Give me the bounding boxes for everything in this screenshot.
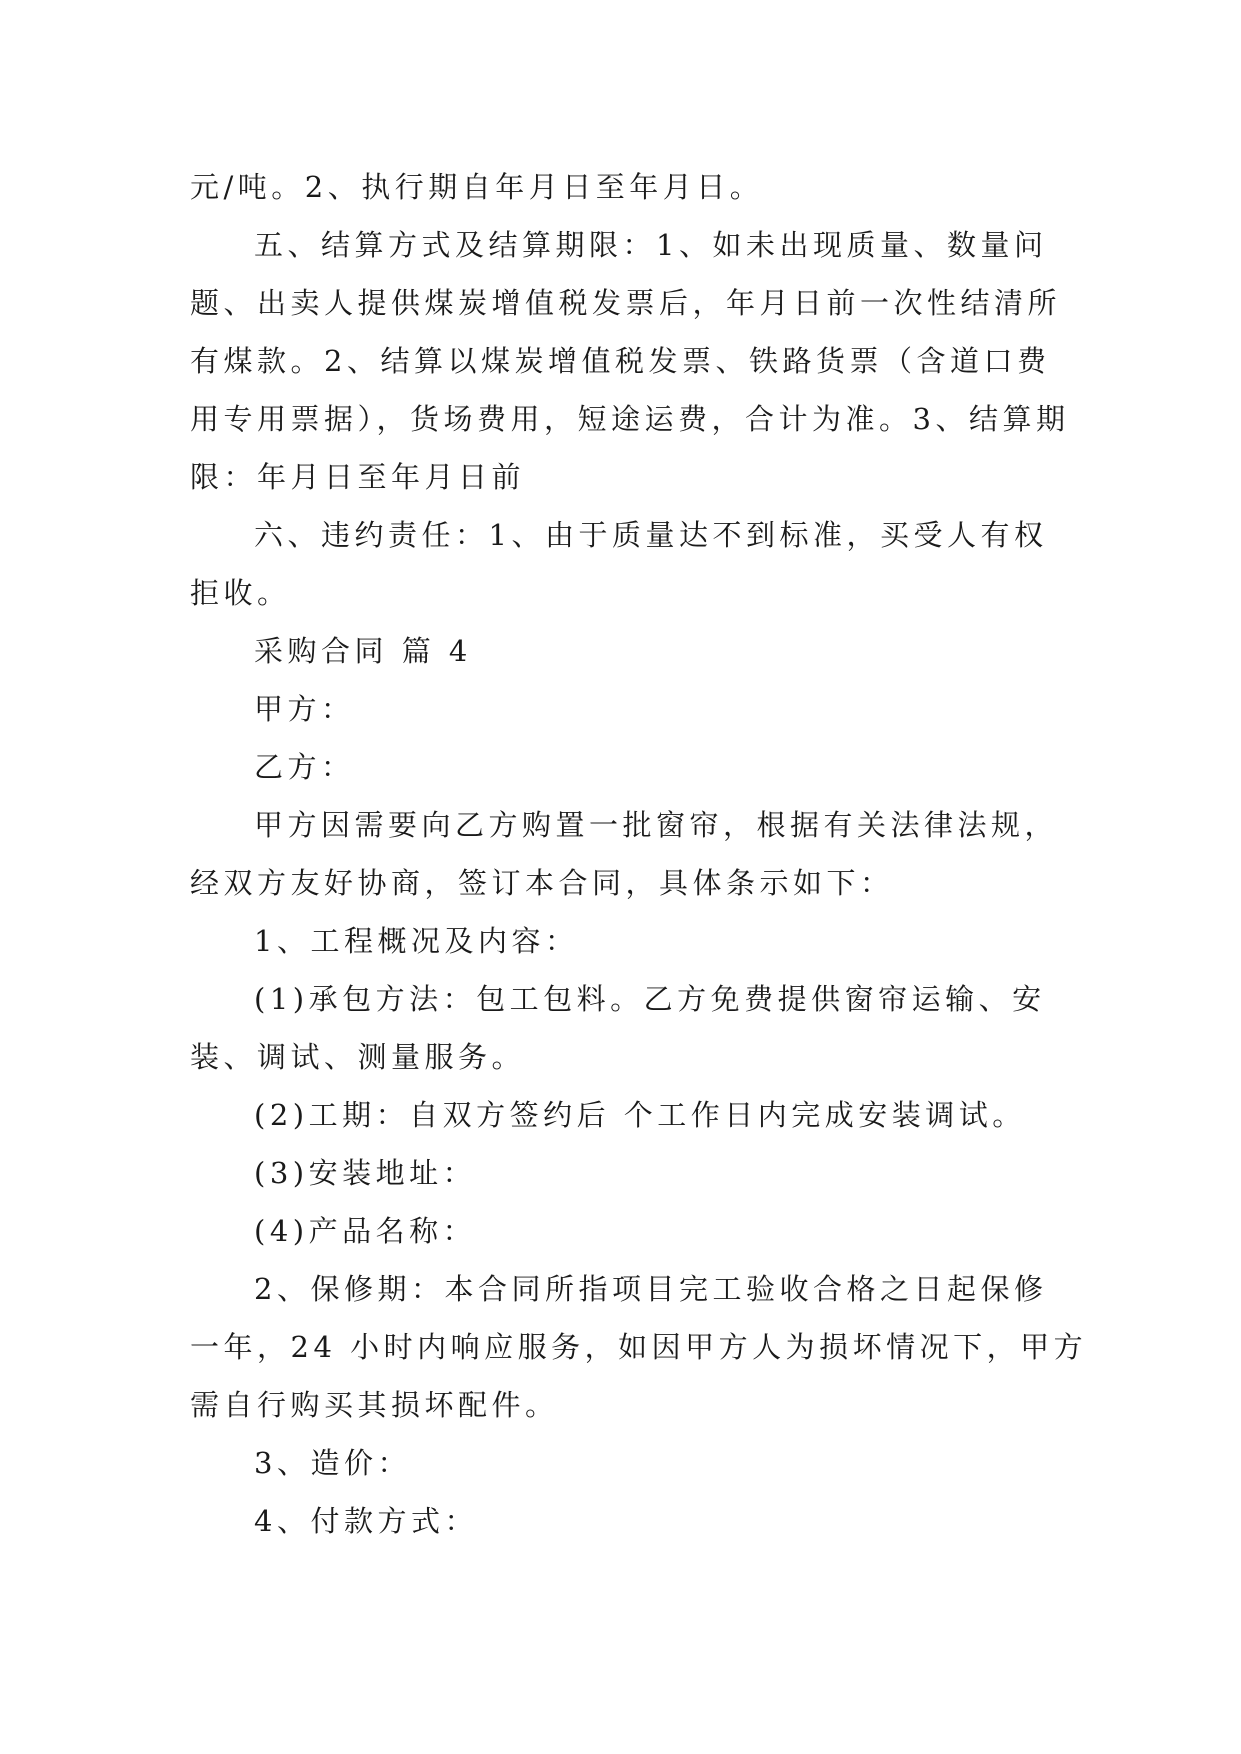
text-line: 经双方友好协商，签订本合同，具体条示如下： (190, 866, 894, 900)
text-line: 元/吨。2、执行期自年月日至年月日。 (190, 170, 764, 204)
text-line: 甲方因需要向乙方购置一批窗帘，根据有关法律法规， (254, 808, 1059, 842)
text-line: (3)安装地址： (254, 1156, 477, 1190)
party-b-label: 乙方： (254, 750, 355, 784)
text-line: 一年，24 小时内响应服务，如因甲方人为损坏情况下，甲方 (190, 1330, 1088, 1364)
text-line: 六、违约责任：1、由于质量达不到标准，买受人有权 (254, 518, 1048, 552)
text-line: 1、工程概况及内容： (254, 924, 579, 958)
text-line: 2、保修期：本合同所指项目完工验收合格之日起保修 (254, 1272, 1048, 1306)
text-line: 限：年月日至年月日前 (190, 460, 526, 494)
text-line: (1)承包方法：包工包料。乙方免费提供窗帘运输、安 (254, 982, 1046, 1016)
text-line: 3、造价： (254, 1446, 411, 1480)
text-line: 需自行购买其损坏配件。 (190, 1388, 559, 1422)
text-line: 题、出卖人提供煤炭增值税发票后，年月日前一次性结清所 (190, 286, 1062, 320)
text-line: (4)产品名称： (254, 1214, 477, 1248)
text-line: 装、调试、测量服务。 (190, 1040, 526, 1074)
section-heading: 采购合同 篇 4 (254, 634, 472, 668)
text-line: 4、付款方式： (254, 1504, 478, 1538)
text-line: (2)工期：自双方签约后 个工作日内完成安装调试。 (254, 1098, 1026, 1132)
text-line: 五、结算方式及结算期限：1、如未出现质量、数量问 (254, 228, 1048, 262)
text-line: 有煤款。2、结算以煤炭增值税发票、铁路货票（含道口费 (190, 344, 1051, 378)
document-body (190, 158, 1088, 1550)
text-line: 拒收。 (190, 576, 291, 610)
text-line: 用专用票据），货场费用，短途运费，合计为准。3、结算期 (190, 402, 1070, 436)
party-a-label: 甲方： (254, 692, 355, 726)
